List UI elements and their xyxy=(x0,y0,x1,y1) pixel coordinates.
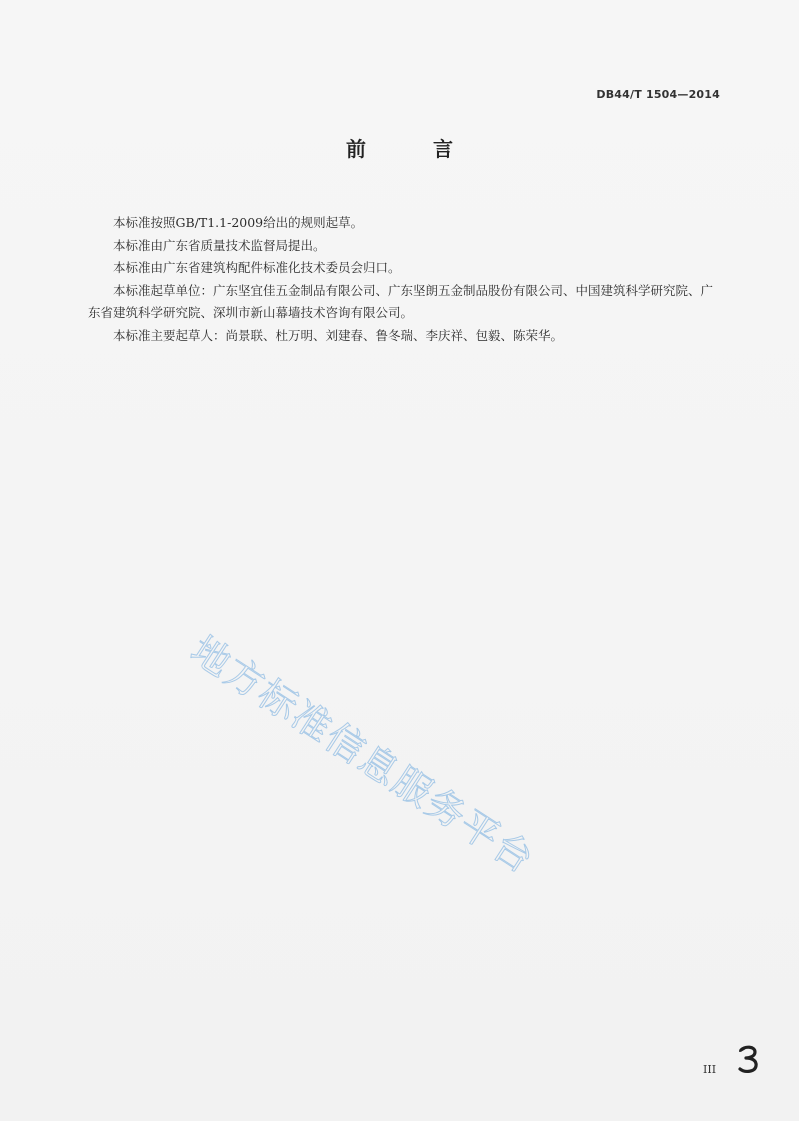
paragraph-drafters: 本标准主要起草人：尚景联、杜万明、刘建春、鲁冬瑞、李庆祥、包毅、陈荣华。 xyxy=(113,327,564,343)
foreword-body xyxy=(88,212,724,347)
handwritten-page-mark-icon xyxy=(736,1044,762,1074)
page-title: 前 言 xyxy=(346,137,483,161)
watermark: 地方标准信息服务平台 xyxy=(183,627,543,883)
paragraph-drafting-units: 本标准起草单位：广东坚宜佳五金制品有限公司、广东坚朗五金制品股份有限公司、中国建筑科学研究院、广东省建筑科学研究院、深圳市新山幕墙技术咨询有限公司。 xyxy=(88,282,714,320)
standard-code: DB44/T 1504—2014 xyxy=(596,88,720,101)
paragraph-drafting-rules: 本标准按照GB/T1.1-2009给出的规则起草。 xyxy=(113,215,364,230)
page-number: III xyxy=(703,1063,717,1076)
paragraph-proposer: 本标准由广东省质量技术监督局提出。 xyxy=(113,237,326,253)
paragraph-committee: 本标准由广东省建筑构配件标准化技术委员会归口。 xyxy=(113,260,401,275)
